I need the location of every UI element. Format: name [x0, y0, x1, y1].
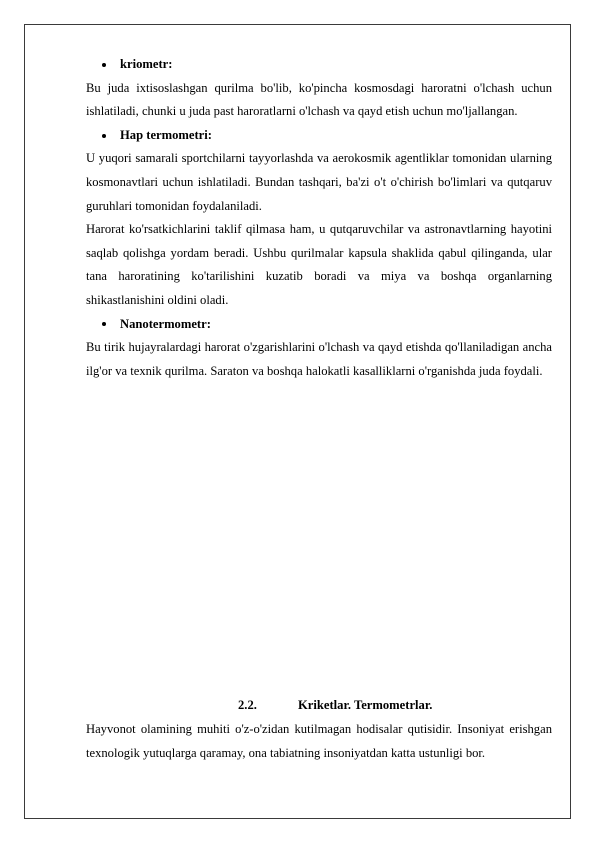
- section-number: 2.2.: [238, 698, 257, 713]
- paragraph: U yuqori samarali sportchilarni tayyorlashda va aerokosmik agentliklar tomonidan ularning kosmonavtlari uchun ishlatiladi. Bundan tashqari, ba'zi o't o'chirish bo'limlari va qutqaruv guruhlari tomonidan foydalaniladi.: [86, 151, 552, 213]
- document-body: [86, 53, 552, 765]
- paragraph: Bu tirik hujayralardagi harorat o'zgarishlarini o'lchash va qayd etishda qo'llaniladigan ancha ilg'or va texnik qurilma. Saraton va boshqa halokatli kasalliklarni o'rganishda juda foydali.: [86, 340, 552, 378]
- bullet-nanotermometr: [86, 313, 552, 337]
- blank-space: [86, 383, 552, 694]
- paragraph: Bu juda ixtisoslashgan qurilma bo'lib, ko'pincha kosmosdagi haroratni o'lchash uchun ishlatiladi, chunki u juda past haroratlarni o'lchash va qayd etish uchun mo'ljallangan.: [86, 80, 552, 119]
- section-title: Kriketlar. Termometrlar.: [298, 698, 433, 713]
- paragraph: Harorat ko'rsatkichlarini taklif qilmasa ham, u qutqaruvchilar va astronavtlarning hayotini saqlab qolishga yordam beradi. Ushbu qurilmalar kapsula shaklida qabul qilinganda, ular tana haroratining ko'tarilishini kuzatib boradi va miya va boshqa organlarning shikastlanishini oldini oladi.: [86, 222, 552, 307]
- paragraph: Hayvonot olamining muhiti o'z-o'zidan kutilmagan hodisalar qutisidir. Insoniyat erishgan texnologik yutuqlarga qaramay, ona tabiatning insoniyatdan katta ustunligi bor.: [86, 721, 552, 760]
- bullet-dot-icon: [102, 322, 106, 326]
- bullet-heading: kriometr:: [120, 57, 173, 71]
- section-heading: [86, 694, 552, 718]
- bullet-heading: Hap termometri:: [120, 127, 212, 142]
- bullet-kriometr: [86, 53, 552, 77]
- bullet-dot-icon: [102, 134, 106, 138]
- bullet-heading: Nanotermometr:: [120, 316, 211, 331]
- bullet-dot-icon: [102, 63, 106, 67]
- bullet-hap-termometri: [86, 124, 552, 148]
